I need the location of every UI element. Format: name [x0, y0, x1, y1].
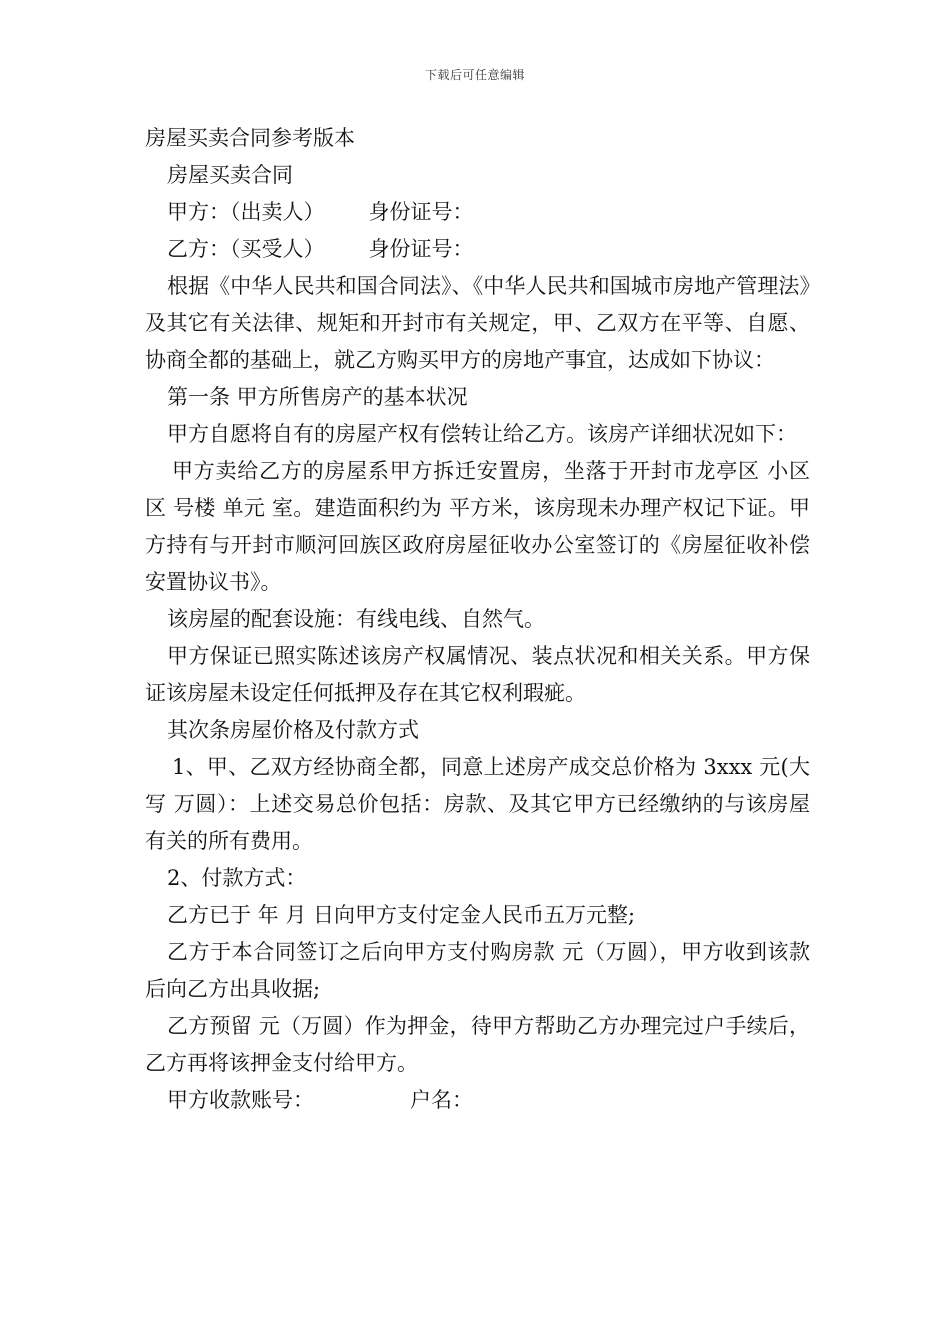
party-a-line [145, 194, 810, 231]
article2-paragraph-4: 乙方于本合同签订之后向甲方支付购房款 元（万圆），甲方收到该款后向乙方出具收据; [145, 940, 810, 1001]
party-a-label: 甲方：（出卖人） [167, 200, 325, 224]
account-name-label: 户名： [410, 1088, 473, 1112]
document-body [145, 120, 810, 1119]
article1-paragraph-3: 该房屋的配套设施：有线电线、自然气。 [167, 607, 545, 631]
article2-paragraph-5: 乙方预留 元（万圆）作为押金，待甲方帮助乙方办理完过户手续后，乙方再将该押金支付给甲方。 [145, 1014, 810, 1075]
article2-heading: 其次条房屋价格及付款方式 [167, 718, 419, 742]
account-label: 甲方收款账号： [167, 1088, 314, 1112]
contract-title: 房屋买卖合同 [167, 163, 293, 187]
preamble-paragraph: 根据《中华人民共和国合同法》、《中华人民共和国城市房地产管理法》及其它有关法律、规矩和开封市有关规定，甲、乙双方在平等、自愿、协商全都的基础上，就乙方购买甲方的房地产事宜，达成如下协议： [145, 274, 810, 372]
article1-paragraph-4: 甲方保证已照实陈述该房产权属情况、装点状况和相关关系。甲方保证该房屋未设定任何抵押及存在其它权利瑕疵。 [145, 644, 810, 705]
account-line [145, 1082, 810, 1119]
document-title: 房屋买卖合同参考版本 [145, 126, 355, 150]
article2-paragraph-3: 乙方已于 年 月 日向甲方支付定金人民币五万元整; [167, 903, 636, 927]
party-b-id-label: 身份证号： [368, 237, 474, 261]
party-a-id-label: 身份证号： [368, 200, 474, 224]
page-header-note: 下载后可任意编辑 [424, 68, 525, 82]
party-b-label: 乙方：（买受人） [167, 237, 325, 261]
party-b-line [145, 231, 810, 268]
article1-paragraph-2: 甲方卖给乙方的房屋系甲方拆迁安置房，坐落于开封市龙亭区 小区 区 号楼 单元 室。建造面积约为 平方米，该房现未办理产权记下证。甲方持有与开封市顺河回族区政府房屋征收办公室签订的《房屋征收补偿安置协议书》。 [145, 459, 810, 594]
article2-paragraph-2: 2、付款方式： [167, 866, 307, 890]
article1-heading: 第一条 甲方所售房产的基本状况 [167, 385, 468, 409]
article2-paragraph-1: 1、甲、乙双方经协商全都，同意上述房产成交总价格为 3xxx 元(大写 万圆）：上述交易总价包括：房款、及其它甲方已经缴纳的与该房屋有关的所有费用。 [145, 755, 810, 853]
article1-paragraph-1: 甲方自愿将自有的房屋产权有偿转让给乙方。该房产详细状况如下： [167, 422, 797, 446]
